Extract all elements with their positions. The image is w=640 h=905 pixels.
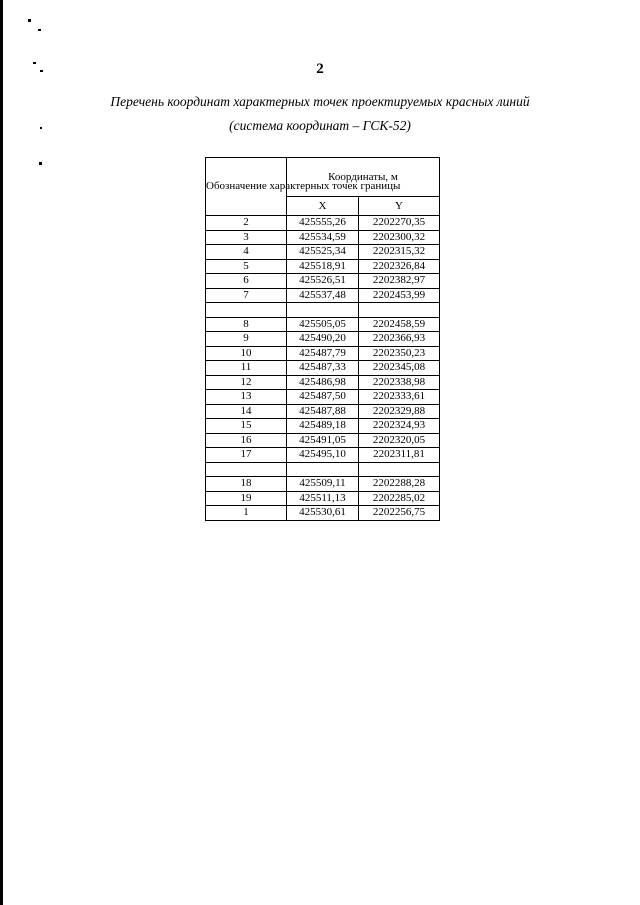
page-number: 2 <box>316 61 324 77</box>
y-cell: 2202453,99 <box>359 288 440 303</box>
scan-speck <box>28 19 31 22</box>
x-cell: 425509,11 <box>287 477 359 492</box>
document-title-line-2: (система координат – ГСК-52) <box>229 118 411 133</box>
y-cell: 2202350,23 <box>359 346 440 361</box>
empty-cell <box>359 462 440 477</box>
x-cell: 425518,91 <box>287 259 359 274</box>
table-row <box>206 230 440 245</box>
x-cell: 425486,98 <box>287 375 359 390</box>
empty-cell <box>359 303 440 318</box>
table-body <box>206 216 440 521</box>
y-cell: 2202320,05 <box>359 433 440 448</box>
empty-cell <box>287 303 359 318</box>
x-cell: 425487,88 <box>287 404 359 419</box>
point-cell: 9 <box>206 332 287 347</box>
y-cell: 2202326,84 <box>359 259 440 274</box>
point-column-header: Обозначение характерных точек границы <box>206 158 287 216</box>
point-cell: 3 <box>206 230 287 245</box>
point-cell: 10 <box>206 346 287 361</box>
document-title-line-1: Перечень координат характерных точек проектируемых красных линий <box>110 94 530 109</box>
y-cell: 2202311,81 <box>359 448 440 463</box>
empty-cell <box>206 303 287 318</box>
y-cell: 2202315,32 <box>359 245 440 260</box>
point-cell: 12 <box>206 375 287 390</box>
table-row <box>206 390 440 405</box>
table-row <box>206 506 440 521</box>
x-cell: 425491,05 <box>287 433 359 448</box>
separator-row <box>206 303 440 318</box>
table-row <box>206 216 440 231</box>
table-row <box>206 433 440 448</box>
table-row <box>206 346 440 361</box>
scan-speck <box>39 162 42 165</box>
point-cell: 8 <box>206 317 287 332</box>
table-row <box>206 448 440 463</box>
y-cell: 2202333,61 <box>359 390 440 405</box>
table-row <box>206 477 440 492</box>
y-cell: 2202288,28 <box>359 477 440 492</box>
y-cell: 2202458,59 <box>359 317 440 332</box>
scan-left-edge <box>0 0 3 905</box>
x-cell: 425505,05 <box>287 317 359 332</box>
table-row <box>206 491 440 506</box>
empty-cell <box>206 462 287 477</box>
y-cell: 2202285,02 <box>359 491 440 506</box>
point-cell: 11 <box>206 361 287 376</box>
y-column-header: Y <box>359 197 440 216</box>
table-row <box>206 259 440 274</box>
scan-speck <box>38 29 41 31</box>
x-cell: 425555,26 <box>287 216 359 231</box>
point-cell: 18 <box>206 477 287 492</box>
coordinates-table <box>205 157 440 521</box>
empty-cell <box>287 462 359 477</box>
table-row <box>206 419 440 434</box>
point-cell: 7 <box>206 288 287 303</box>
table-row <box>206 375 440 390</box>
y-cell: 2202338,98 <box>359 375 440 390</box>
x-cell: 425487,50 <box>287 390 359 405</box>
point-cell: 1 <box>206 506 287 521</box>
point-cell: 6 <box>206 274 287 289</box>
table-row <box>206 245 440 260</box>
y-cell: 2202300,32 <box>359 230 440 245</box>
point-cell: 15 <box>206 419 287 434</box>
table-row <box>206 332 440 347</box>
y-cell: 2202345,08 <box>359 361 440 376</box>
y-cell: 2202270,35 <box>359 216 440 231</box>
x-cell: 425525,34 <box>287 245 359 260</box>
x-cell: 425495,10 <box>287 448 359 463</box>
x-cell: 425487,79 <box>287 346 359 361</box>
x-cell: 425537,48 <box>287 288 359 303</box>
y-cell: 2202382,97 <box>359 274 440 289</box>
x-cell: 425511,13 <box>287 491 359 506</box>
table-row <box>206 317 440 332</box>
point-cell: 14 <box>206 404 287 419</box>
point-cell: 16 <box>206 433 287 448</box>
point-cell: 19 <box>206 491 287 506</box>
x-column-header: X <box>287 197 359 216</box>
y-cell: 2202366,93 <box>359 332 440 347</box>
point-cell: 17 <box>206 448 287 463</box>
x-cell: 425534,59 <box>287 230 359 245</box>
y-cell: 2202256,75 <box>359 506 440 521</box>
x-cell: 425489,18 <box>287 419 359 434</box>
point-cell: 5 <box>206 259 287 274</box>
point-cell: 2 <box>206 216 287 231</box>
x-cell: 425487,33 <box>287 361 359 376</box>
x-cell: 425530,61 <box>287 506 359 521</box>
point-cell: 4 <box>206 245 287 260</box>
y-cell: 2202324,93 <box>359 419 440 434</box>
table-row <box>206 361 440 376</box>
table-row <box>206 404 440 419</box>
table-row <box>206 288 440 303</box>
table-row <box>206 274 440 289</box>
y-cell: 2202329,88 <box>359 404 440 419</box>
coordinates-column-header: Координаты, м <box>287 158 440 197</box>
x-cell: 425490,20 <box>287 332 359 347</box>
x-cell: 425526,51 <box>287 274 359 289</box>
separator-row <box>206 462 440 477</box>
point-cell: 13 <box>206 390 287 405</box>
